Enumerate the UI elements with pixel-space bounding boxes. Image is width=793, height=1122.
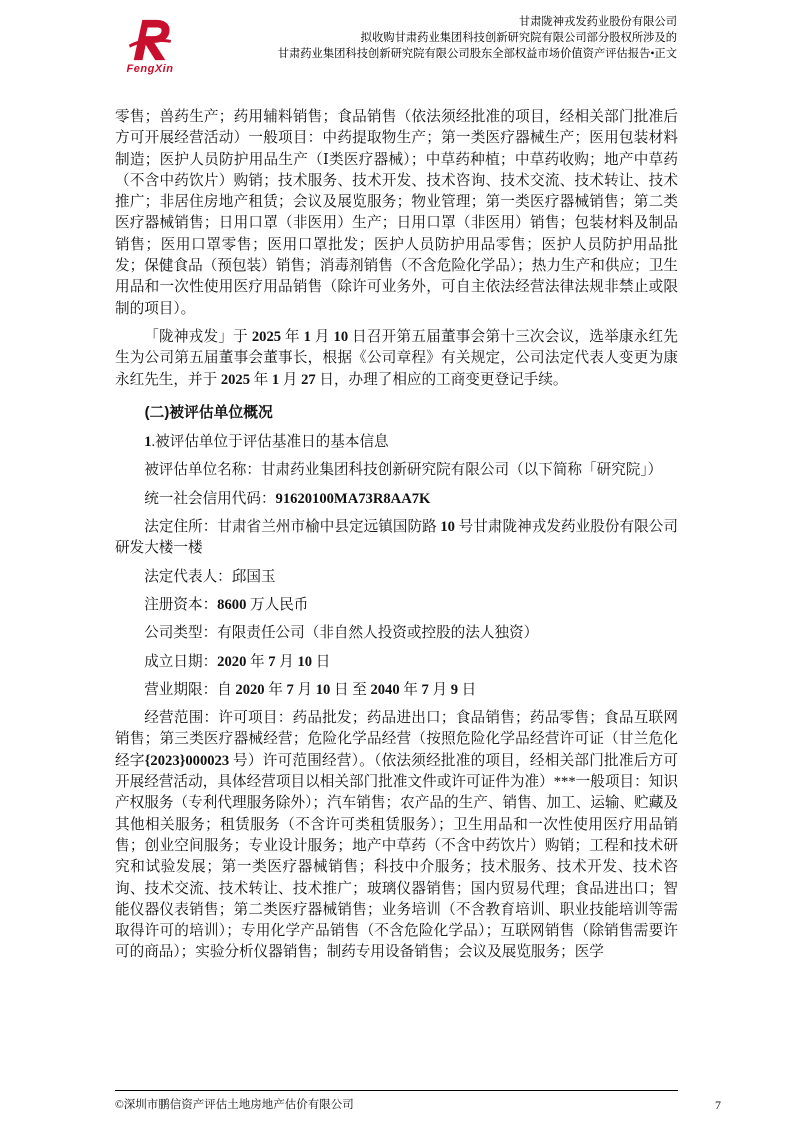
document-header [118, 14, 677, 75]
paragraph-board-change: 「陇神戎发」于 2025 年 1 月 10 日召开第五届董事会第十三次会议，选举康永红先生为公司第五届董事会董事长，根据《公司章程》有关规定，公司法定代表人变更为康永红先生，并于 2025 年 1 月 27 日，办理了相应的工商变更登记手续。 [115, 328, 678, 388]
paragraph-business-term: 营业期限：自 2020 年 7 月 10 日 至 2040 年 7 月 9 日 [144, 681, 477, 698]
footer-company: ©深圳市鹏信资产评估土地房地产估价有限公司 [115, 1099, 354, 1111]
paragraph-credit-code: 统一社会信用代码：91620100MA73R8AA7K [144, 490, 431, 507]
paragraph-legal-representative: 法定代表人：邱国玉 [144, 568, 276, 585]
fengxin-logo [120, 16, 180, 75]
paragraph-business-scope: 经营范围：许可项目：药品批发；药品进出口；食品销售；药品零售；食品互联网销售；第三类医疗器械经营；危险化学品经营（按照危险化学品经营许可证（甘兰危化经字{2023}000023 号）许可范围经营）。（依法须经批准的项目，经相关部门批准后方可开展经营活动，具体经营项目以相关部门批准文件或许可证件为准）***一般项目：知识产权服务（专利代理服务除外）；汽车销售；农产品的生产、销售、加工、运输、贮藏及其他相关服务；租赁服务（不含许可类租赁服务）；卫生用品和一次性使用医疗用品销售；创业空间服务；专业设计服务；地产中草药（不含中药饮片）购销；工程和技术研究和试验发展；第一类医疗器械销售；科技中介服务；技术服务、技术开发、技术咨询、技术交流、技术转让、技术推广；玻璃仪器销售；国内贸易代理；食品进出口；智能仪器仪表销售；第二类医疗器械销售；业务培训（不含教育培训、职业技能培训等需取得许可的培训）；专用化学产品销售（不含危险化学品）；互联网销售（除销售需要许可的商品）；实验分析仪器销售；制药专用设备销售；会议及展览服务；医学 [115, 710, 678, 961]
paragraph-business-scope-continued: 零售；兽药生产；药用辅料销售；食品销售（依法须经批准的项目，经相关部门批准后方可开展经营活动）一般项目：中药提取物生产；第一类医疗器械生产；医用包装材料制造；医护人员防护用品生产（Ⅰ类医疗器械）；中草药种植；中草药收购；地产中草药（不含中药饮片）购销；技术服务、技术开发、技术咨询、技术交流、技术转让、技术推广；非居住房地产租赁；会议及展览服务；物业管理；第一类医疗器械销售；第二类医疗器械销售；日用口罩（非医用）生产；日用口罩（非医用）销售；包装材料及制品销售；医用口罩零售；医用口罩批发；医护人员防护用品零售；医护人员防护用品批发；保健食品（预包装）销售；消毒剂销售（不含危险化学品）；热力生产和供应；卫生用品和一次性使用医疗用品销售（除许可业务外，可自主依法经营法律法规非禁止或限制的项目）。 [115, 109, 678, 317]
paragraph-registered-capital: 注册资本：8600 万人民币 [144, 596, 309, 613]
paragraph-registered-address: 法定住所：甘肃省兰州市榆中县定远镇国防路 10 号甘肃陇神戎发药业股份有限公司研发大楼一楼 [115, 519, 678, 557]
header-lines [118, 14, 677, 62]
fengxin-logo-text: FengXin [126, 63, 174, 75]
page-number: 7 [715, 1098, 721, 1112]
paragraph-subsection-title: 1.被评估单位于评估基准日的基本信息 [144, 434, 389, 451]
header-line-report-title: 甘肃药业集团科技创新研究院有限公司股东全部权益市场价值资产评估报告•正文 [277, 48, 677, 60]
header-line-subject: 拟收购甘肃药业集团科技创新研究院有限公司部分股权所涉及的 [360, 32, 677, 44]
paragraph-establish-date: 成立日期：2020 年 7 月 10 日 [144, 653, 331, 670]
header-line-company: 甘肃陇神戎发药业股份有限公司 [518, 16, 677, 28]
footer-divider [115, 1090, 678, 1091]
paragraph-company-type: 公司类型：有限责任公司（非自然人投资或控股的法人独资） [144, 625, 539, 642]
section-heading: (二)被评估单位概况 [144, 404, 273, 421]
fengxin-logo-icon [127, 16, 173, 62]
document-body [115, 107, 678, 971]
paragraph-entity-name: 被评估单位名称：甘肃药业集团科技创新研究院有限公司（以下简称「研究院」） [144, 462, 663, 479]
document-footer [115, 1090, 723, 1112]
